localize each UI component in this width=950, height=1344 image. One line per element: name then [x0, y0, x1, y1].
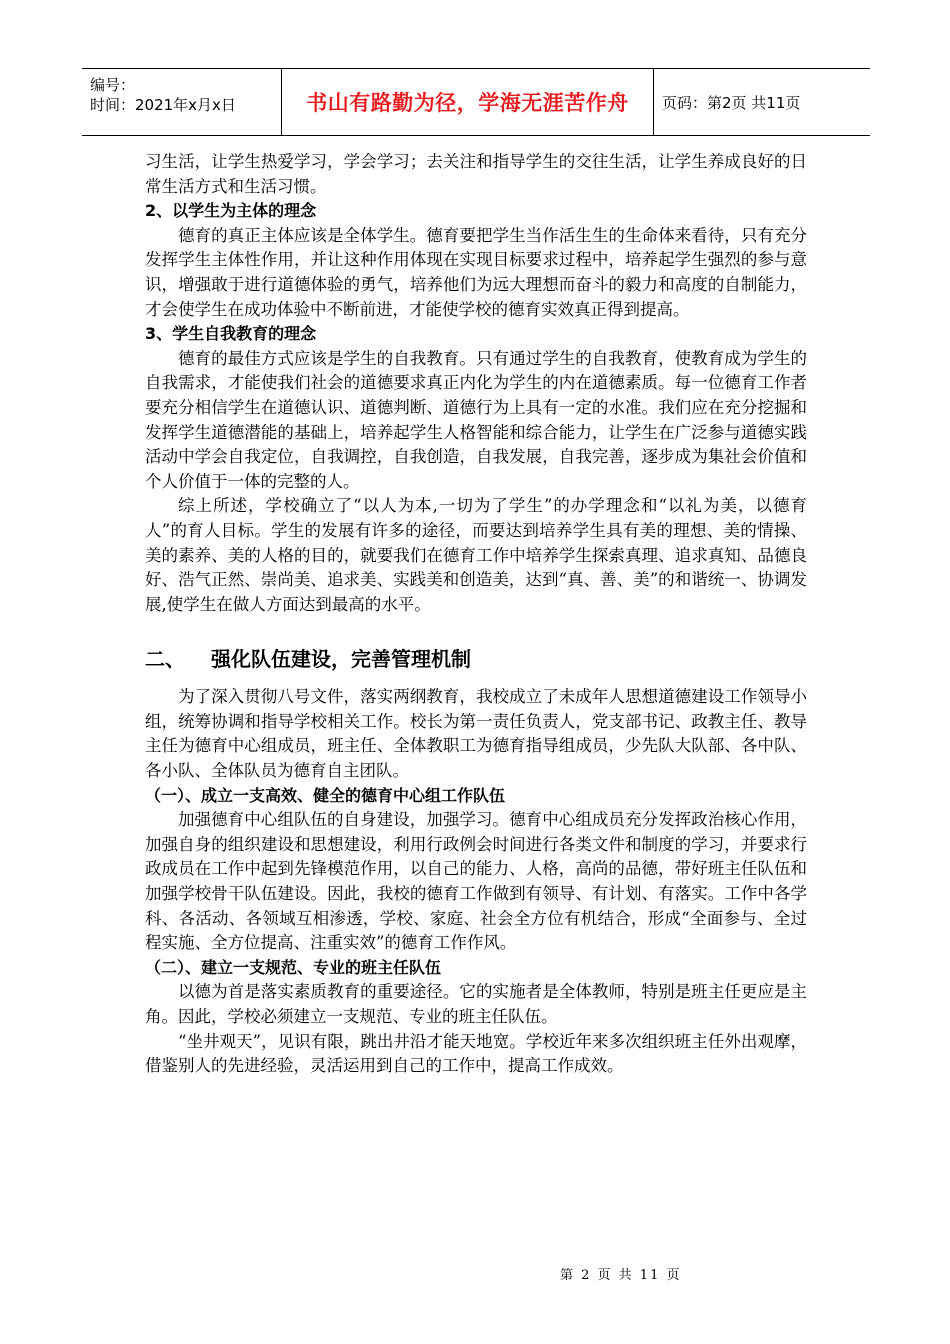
page-header [82, 68, 870, 136]
paragraph: 德育的最佳方式应该是学生的自我教育。只有通过学生的自我教育，使教育成为学生的自我需求，才能使我们社会的道德要求真正内化为学生的内在道德素质。每一位德育工作者要充分相信学生在道德认识、道德判断、道德行为上具有一定的水准。我们应在充分挖掘和发挥学生道德潜能的基础上，培养起学生人格智能和综合能力，让学生在广泛参与道德实践活动中学会自我定位，自我调控，自我创造，自我发展，自我完善，逐步成为集社会价值和个人价值于一体的完整的人。 [145, 348, 807, 491]
paragraph: 为了深入贯彻八号文件，落实两纲教育，我校成立了未成年人思想道德建设工作领导小组，统筹协调和指导学校相关工作。校长为第一责任负责人，党支部书记、政教主任、教导主任为德育中心组成员，班主任、全体教职工为德育指导组成员，少先队大队部、各中队、各小队、全体队员为德育自主团队。 [145, 687, 807, 781]
page-footer: 第 2 页 共 11 页 [560, 1268, 682, 1283]
paragraph: “坐井观天”，见识有限，跳出井沿才能天地宽。学校近年来多次组织班主任外出观摩，借鉴别人的先进经验，灵活运用到自己的工作中，提高工作成效。 [145, 1031, 807, 1076]
subsection-heading: （二）、建立一支规范、专业的班主任队伍 [145, 957, 442, 977]
document-number-label: 编号： [90, 76, 136, 94]
section-heading [145, 645, 807, 673]
header-page-info: 页码：第2页 共11页 [662, 93, 801, 112]
section-number: 二、 [145, 647, 185, 672]
subsection-heading: 2、以学生为主体的理念 [145, 201, 317, 221]
paragraph: 德育的真正主体应该是全体学生。德育要把学生当作活生生的生命体来看待，只有充分发挥学生主体性作用，并让这种作用体现在实现目标要求过程中，培养起学生强烈的参与意识，增强敢于进行道德体验的勇气，培养他们为远大理想而奋斗的毅力和高度的自制能力，才会使学生在成功体验中不断前进，才能使学校的德育实效真正得到提高。 [145, 225, 807, 319]
paragraph: 以德为首是落实素质教育的重要途径。它的实施者是全体教师，特别是班主任更应是主角。因此，学校必须建立一支规范、专业的班主任队伍。 [145, 982, 807, 1026]
section-title: 强化队伍建设，完善管理机制 [211, 647, 471, 672]
subsection-heading: 3、学生自我教育的理念 [145, 324, 317, 344]
document-date: 时间：2021年x月x日 [90, 96, 236, 114]
document-body [145, 150, 807, 1079]
header-motto: 书山有路勤为径，学海无涯苦作舟 [282, 69, 654, 135]
header-meta [82, 69, 282, 135]
paragraph: 加强德育中心组队伍的自身建设，加强学习。德育中心组成员充分发挥政治核心作用，加强自身的组织建设和思想建设，利用行政例会时间进行各类文件和制度的学习，并要求行政成员在工作中起到先锋模范作用，以自己的能力、人格，高尚的品德，带好班主任队伍和加强学校骨干队伍建设。因此，我校的德育工作做到有领导、有计划、有落实。工作中各学科、各活动、各领域互相渗透，学校、家庭、社会全方位有机结合，形成“全面参与、全过程实施、全方位提高、注重实效”的德育工作作风。 [145, 810, 807, 953]
paragraph: 综上所述，学校确立了“以人为本,一切为了学生”的办学理念和“以礼为美，以德育人”的育人目标。学生的发展有许多的途径，而要达到培养学生具有美的理想、美的情操、美的素养、美的人格的目的，就要我们在德育工作中培养学生探索真理、追求真知、品德良好、浩气正然、崇尚美、追求美、实践美和创造美，达到“真、善、美”的和谐统一、协调发展,使学生在做人方面达到最高的水平。 [145, 496, 807, 614]
subsection-heading: （一）、成立一支高效、健全的德育中心组工作队伍 [145, 785, 506, 805]
paragraph: 习生活，让学生热爱学习，学会学习；去关注和指导学生的交往生活，让学生养成良好的日常生活方式和生活习惯。 [145, 152, 807, 196]
